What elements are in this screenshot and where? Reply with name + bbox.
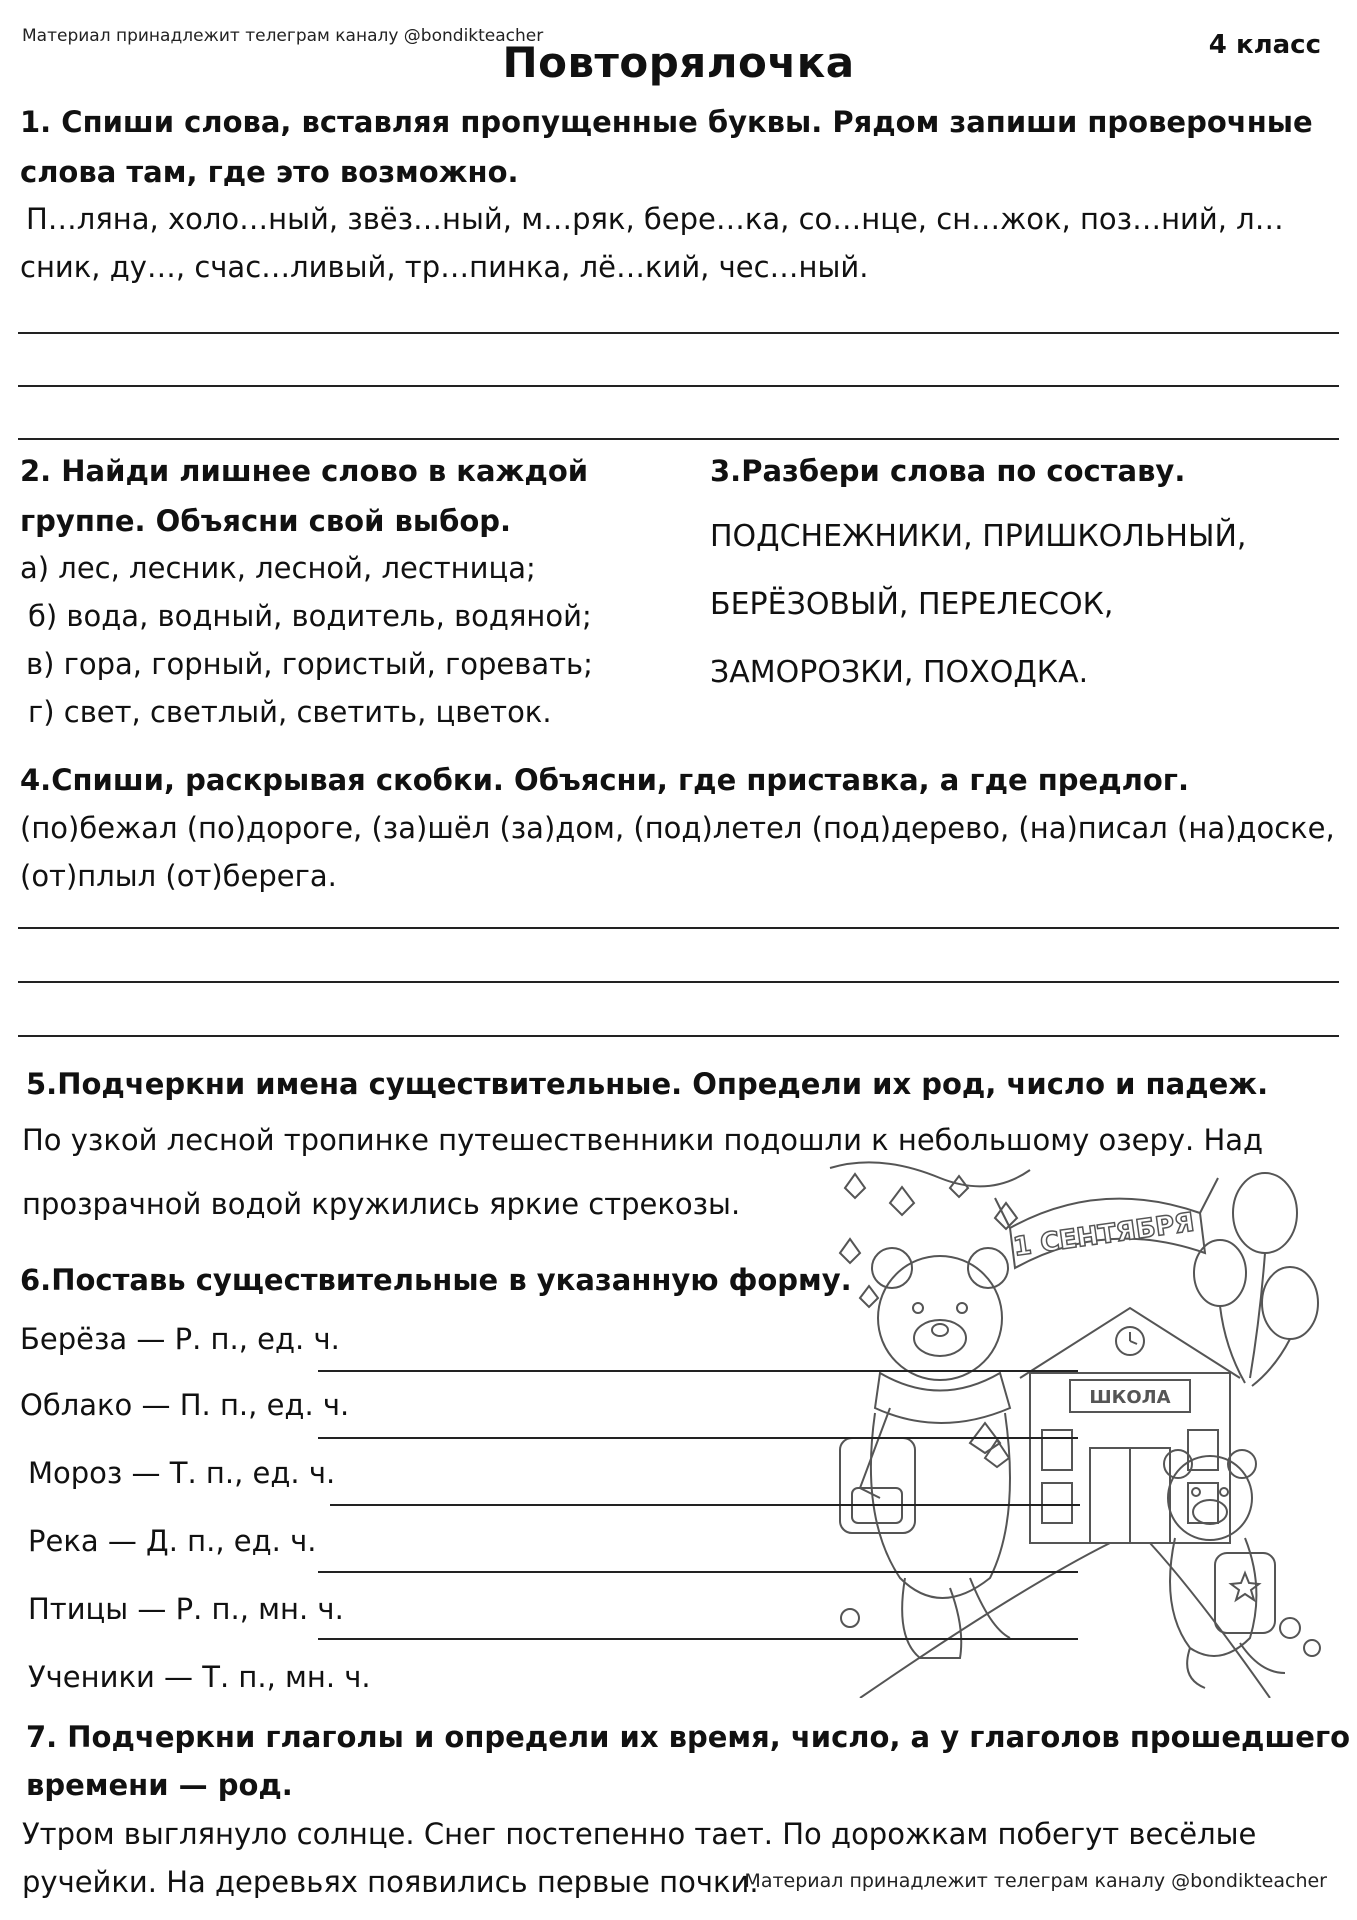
task5-line2: прозрачной водой кружились яркие стрекозы.: [22, 1187, 741, 1221]
task1-line1: П…ляна, холо…ный, звёз…ный, м…ряк, бере…ка, со…нце, сн…жок, поз…ний, л…: [26, 202, 1284, 236]
task6-item-label: Мороз — Т. п., ед. ч.: [28, 1456, 336, 1490]
task4-line1: (по)бежал (по)дороге, (за)шёл (за)дом, (под)летел (под)дерево, (на)писал (на)доске,: [20, 811, 1335, 845]
answer-line: [330, 1504, 1080, 1506]
task2-item-b: б) вода, водный, водитель, водяной;: [28, 599, 592, 633]
grade-label: 4 класс: [1208, 30, 1321, 60]
answer-line: [18, 438, 1339, 440]
answer-line: [318, 1571, 1078, 1573]
task2-heading-line2: группе. Объясни свой выбор.: [20, 504, 512, 538]
answer-line: [318, 1437, 1078, 1439]
task6-item-label: Берёза — Р. п., ед. ч.: [20, 1322, 340, 1356]
task7-line1: Утром выглянуло солнце. Снег постепенно тает. По дорожкам побегут весёлые: [22, 1817, 1257, 1851]
task5-line1: По узкой лесной тропинке путешественники подошли к небольшому озеру. Над: [22, 1123, 1264, 1157]
task6-heading: 6.Поставь существительные в указанную форму.: [20, 1263, 852, 1297]
source-note-top: Материал принадлежит телеграм каналу @bondikteacher: [22, 26, 544, 46]
task2-item-c: в) гора, горный, гористый, горевать;: [26, 647, 593, 681]
answer-line: [18, 385, 1339, 387]
task1-line2: сник, ду…, счас…ливый, тр…пинка, лё…кий, чес…ный.: [20, 250, 869, 284]
task3-line3: ЗАМОРОЗКИ, ПОХОДКА.: [710, 655, 1089, 690]
task4-heading: 4.Спиши, раскрывая скобки. Объясни, где приставка, а где предлог.: [20, 763, 1189, 797]
page-title: Повторялочка: [502, 38, 855, 87]
task7-line2: ручейки. На деревьях появились первые почки.: [22, 1865, 759, 1899]
banner-text: 1 СЕНТЯБРЯ: [1011, 1207, 1197, 1263]
answer-line: [18, 1035, 1339, 1037]
answer-line: [318, 1638, 1078, 1640]
answer-line: [318, 1370, 1078, 1372]
task2-heading-line1: 2. Найди лишнее слово в каждой: [20, 454, 589, 488]
task6-item-label: Ученики — Т. п., мн. ч.: [28, 1660, 371, 1694]
task2-item-a: а) лес, лесник, лесной, лестница;: [20, 551, 536, 585]
task6-item-label: Река — Д. п., ед. ч.: [28, 1524, 317, 1558]
task7-heading-line1: 7. Подчеркни глаголы и определи их время, число, а у глаголов прошедшего: [26, 1720, 1351, 1754]
task4-line2: (от)плыл (от)берега.: [20, 859, 337, 893]
task1-heading: 1. Спиши слова, вставляя пропущенные буквы. Рядом запиши проверочные слова там, где это возможно.: [20, 105, 1313, 189]
answer-line: [18, 981, 1339, 983]
task6-item-label: Птицы — Р. п., мн. ч.: [28, 1592, 344, 1626]
task6-item-label: Облако — П. п., ед. ч.: [20, 1388, 350, 1422]
source-note-bottom: Материал принадлежит телеграм каналу @bondikteacher: [744, 1870, 1327, 1892]
task2-item-d: г) свет, светлый, светить, цветок.: [28, 695, 552, 729]
task3-line1: ПОДСНЕЖНИКИ, ПРИШКОЛЬНЫЙ,: [710, 519, 1247, 554]
task3-line2: БЕРЁЗОВЫЙ, ПЕРЕЛЕСОК,: [710, 587, 1114, 622]
answer-line: [18, 332, 1339, 334]
task3-heading: 3.Разбери слова по составу.: [710, 454, 1186, 488]
task5-heading: 5.Подчеркни имена существительные. Определи их род, число и падеж.: [26, 1067, 1269, 1101]
first-of-september-illustration: [820, 1158, 1340, 1698]
task7-heading-line2: времени — род.: [26, 1768, 293, 1802]
school-sign-text: ШКОЛА: [1089, 1387, 1171, 1408]
answer-line: [18, 927, 1339, 929]
